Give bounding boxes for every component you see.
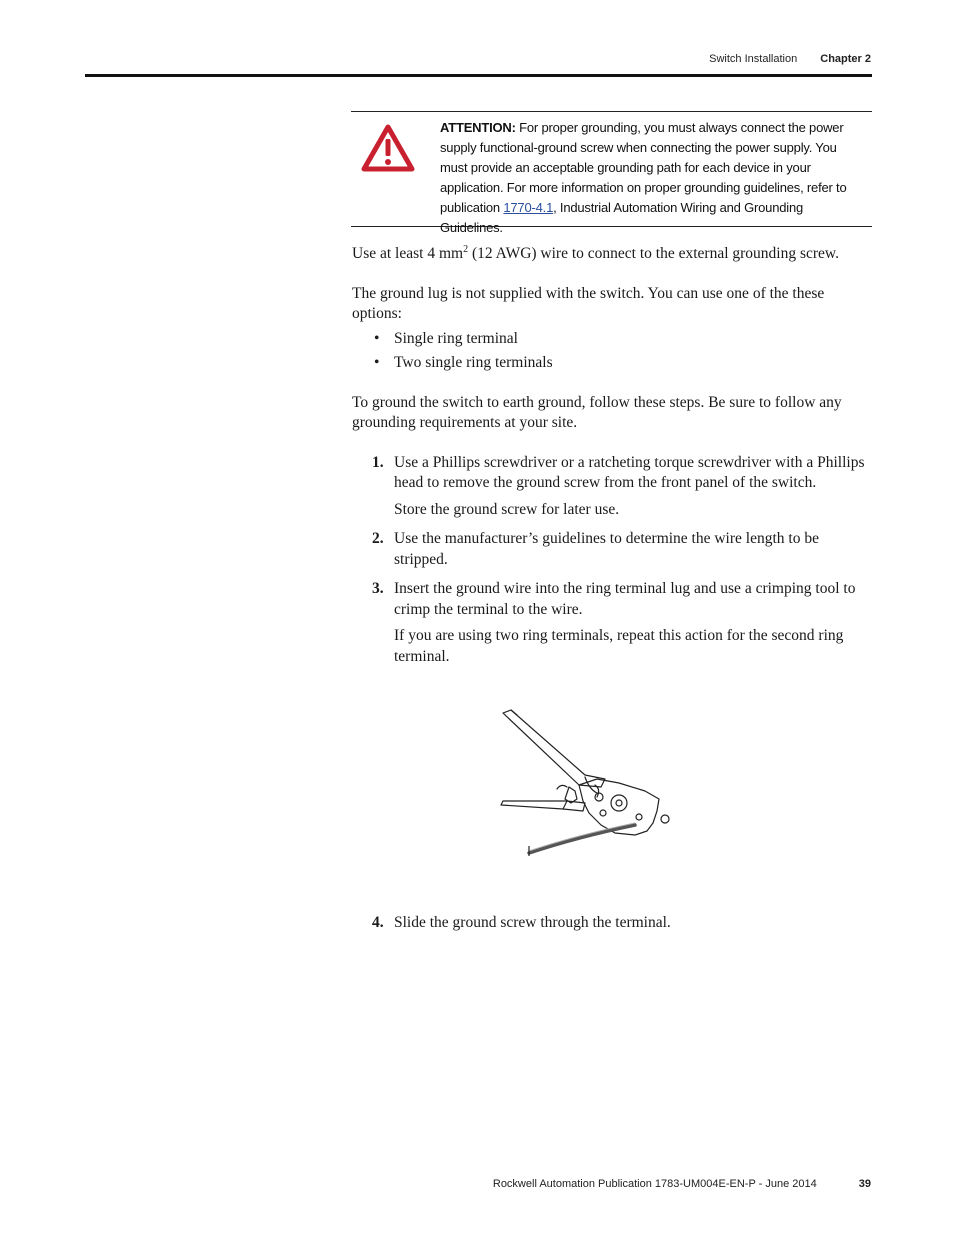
header-section-title: Switch Installation <box>709 53 798 65</box>
step-item <box>372 529 874 570</box>
page-footer <box>493 1178 871 1190</box>
superscript: 2 <box>463 243 469 255</box>
ground-lug-paragraph: The ground lug is not supplied with the switch. You can use one of the these options: <box>352 284 825 322</box>
warning-triangle-icon <box>361 124 415 172</box>
step-text: Insert the ground wire into the ring terminal lug and use a crimping tool to crimp the terminal to the wire. <box>394 580 856 618</box>
attention-box <box>351 111 872 235</box>
crimping-tool-illustration <box>497 705 687 865</box>
step-text: Use a Phillips screwdriver or a ratcheting torque screwdriver with a Phillips head to remove the ground screw from the front panel of the switch. <box>394 453 865 491</box>
step-number: 3. <box>372 580 384 597</box>
footer-publication: Rockwell Automation Publication 1783-UM004E-EN-P - June 2014 <box>492 1178 817 1190</box>
steps-list <box>372 453 874 668</box>
wire-size-text: Use at least 4 mm <box>352 245 464 262</box>
step-subtext: If you are using two ring terminals, repeat this action for the second ring terminal. <box>394 627 844 665</box>
options-list <box>374 329 874 374</box>
grounding-intro-paragraph: To ground the switch to earth ground, follow these steps. Be sure to follow any grounding requirements at your site. <box>352 393 842 431</box>
publication-link[interactable]: 1770-4.1 <box>503 200 554 215</box>
wire-size-paragraph <box>352 244 874 265</box>
header-rule <box>85 74 872 77</box>
step-item <box>372 579 874 667</box>
step-number: 1. <box>372 453 384 471</box>
attention-label: ATTENTION: <box>440 120 516 135</box>
page-number: 39 <box>858 1178 871 1190</box>
list-item: • Single ring terminal <box>374 329 874 350</box>
attention-body: For proper grounding, you must always connect the power supply functional-ground screw when connecting the power supply. You must provide an acceptable grounding path for each device in your application. For more information on proper grounding guidelines, refer to publication <box>440 120 847 215</box>
header-chapter: Chapter 2 <box>820 53 871 65</box>
wire-size-text-end: (12 AWG) wire to connect to the external grounding screw. <box>468 245 839 262</box>
step-text: Slide the ground screw through the terminal. <box>394 914 671 931</box>
main-content <box>352 244 874 676</box>
attention-text <box>440 118 866 238</box>
step-item <box>372 913 671 934</box>
step-subtext: Store the ground screw for later use. <box>394 500 620 518</box>
step-number: 4. <box>372 914 384 931</box>
step-text: Use the manufacturer’s guidelines to determine the wire length to be stripped. <box>394 530 819 568</box>
step-item <box>372 453 874 521</box>
list-item: • Two single ring terminals <box>374 353 874 374</box>
step-number: 2. <box>372 530 384 547</box>
page-header <box>709 53 871 65</box>
attention-body-end: , Industrial Automation Wiring and Grounding Guidelines. <box>440 200 804 235</box>
